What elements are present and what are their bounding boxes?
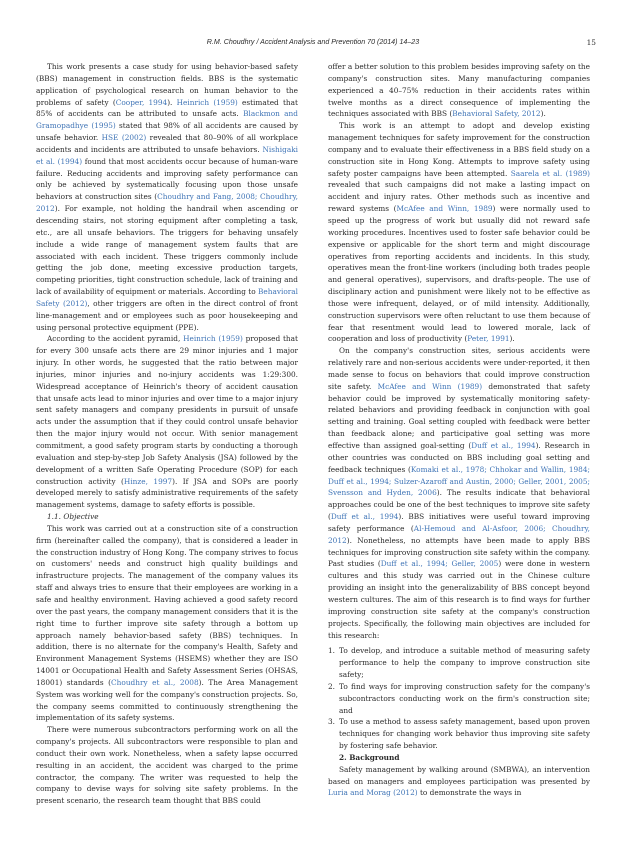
text: found that most accidents occur because of human-ware failure. Reducing accidents and improving safety performance can only be achieved by systematically focusing upon those unsafe behaviors at construction sites (: [36, 156, 298, 202]
citation-link[interactable]: Choudhry et al., 2008: [111, 677, 199, 687]
list-item-text: To use a method to assess safety management, based upon proven techniques for changing work behavior thus improving site safety by fostering safe behavior.: [339, 717, 590, 751]
text: revealed that 80–90% of all workplace accidents and incidents are attributed to unsafe behaviors.: [36, 133, 298, 154]
citation-link[interactable]: Behavioral Safety, 2012: [452, 109, 541, 119]
citation-link[interactable]: Hinze, 1997: [123, 476, 173, 486]
list-item: [328, 645, 590, 681]
paragraph: [328, 764, 590, 800]
text: ). For example, not holding the handrail when ascending or descending stairs, not storing equipment after completing a task, etc., are all unsafe behaviors. The triggers for behaving unsafely include a wide range of management system faults that are associated with each incident. These triggers commonly include getting the job done, meeting excessive production targets, competing priorities, tight construction schedule, lack of training and lack of availability of equipment or materials. According to: [36, 204, 298, 297]
citation-link[interactable]: Komaki et al., 1978; Chhokar and Wallin, 1984; Duff et al., 1994; Sulzer-Azaroff and Austin, 2000; Geller, 2001, 2005; Svensson and Hyden, 2006: [328, 464, 590, 498]
text: proposed that for every 300 unsafe acts there are 29 minor injuries and 1 major injury. In other words, he suggested that the ratio between major injuries, minor injuries and no-injury accidents was 1:29:300. Widespread acceptance of Heinrich's theory of accident causation that unsafe acts lead to minor injuries and over time to a major injury sent safety managers and company presidents in pursuit of unsafe acts under the assumption that if they could control unsafe behavior then the major injury would not occur. With senior management commitment, a good safety program starts by conducting a thorough evaluation and step-by-step Job Safety Analysis (JSA) followed by the development of a written Safe Operating Procedure (SOP) for each construction activity (: [36, 334, 298, 486]
list-item: [328, 681, 590, 717]
list-item: [328, 716, 590, 752]
paragraph: [328, 345, 590, 641]
list-number: 2.: [328, 681, 336, 691]
text: , other triggers are often in the direct control of front line-management and or employees such as poor housekeeping and using personal protective equipment (PPE).: [36, 298, 299, 332]
text: ) were normally used to speed up the progress of work but usually did not reward safe working procedures. Incentives used to foster safe behavior could be expensive or applicable for the short term and might discourage operatives from reporting accidents and incidents. In this study, operatives mean the front-line workers (including both trades people and general operatives), supervisors, and drafts-people. The use of disciplinary action and punishment were likely not to be effective as those were infrequent, delayed, or of mild intensity. Additionally, construction supervisors were often reluctant to use them because of fear that resentment would lead to lowered morale, lack of cooperation and loss of productivity (: [328, 204, 591, 344]
text: This work is an attempt to adopt and develop existing management techniques for safety improvement for the construction company and to evaluate their effectiveness in a BBS field study on a construction site in Hong Kong. Attempts to improve safety using safety poster campaigns have been attempted.: [328, 121, 590, 178]
paragraph: [36, 523, 298, 724]
citation-link[interactable]: Luria and Morag (2012): [328, 788, 418, 798]
citation-link[interactable]: Behavioral Safety (2012): [36, 287, 298, 308]
citation-link[interactable]: Peter, 1991: [467, 334, 510, 344]
text: There were numerous subcontractors performing work on all the company's projects. All subcontractors were responsible to plan and conduct their own work. Nonetheless, when a safety lapse occurred resulting in an accident, the accident was charged to the prime contractor, the company. The writer was requested to help the company to devise ways for solving site safety problems. In the present scenario, the research team thought that BBS could: [36, 725, 298, 806]
text: ). Nonetheless, no attempts have been made to apply BBS techniques for improving construction site safety within the company. Past studies (: [328, 535, 590, 569]
text: offer a better solution to this problem besides improving safety on the company's construction sites. Many manufacturing companies experienced a 40–75% reduction in their accidents rates within twelve months as a direct consequence of implementing the techniques associated with BBS (: [328, 62, 590, 119]
list-item-text: To develop, and introduce a suitable method of measuring safety performance to help the company to improve construction site safety;: [339, 646, 590, 680]
running-title: R.M. Choudhry / Accident Analysis and Prevention 70 (2014) 14–23: [206, 38, 420, 46]
two-column-body: [36, 61, 590, 807]
citation-link[interactable]: Duff et al., 1994; Geller, 2005: [380, 559, 499, 569]
running-header: [36, 38, 596, 50]
text: ).: [167, 97, 177, 107]
citation-link[interactable]: Al-Hemoud and Al-Asfoor, 2006; Choudhry, 2012: [328, 523, 590, 545]
paragraph: [328, 120, 590, 345]
citation-link[interactable]: Duff et al., 1994: [330, 512, 399, 522]
text: ).: [540, 109, 546, 119]
citation-link[interactable]: Choudhry and Fang, 2008; Choudhry, 2012: [36, 192, 299, 214]
citation-link[interactable]: Saarela et al. (1989): [510, 168, 591, 178]
text: This work presents a case study for using behavior-based safety (BBS) management in construction fields. BBS is the systematic application of psychological research on human behavior to the problems of safety (: [36, 62, 298, 107]
text: On the company's construction sites, serious accidents were relatively rare and non-serious accidents were under-reported, it then made sense to focus on behaviors that could improve construction site safety.: [328, 346, 590, 391]
citation-link[interactable]: Heinrich (1959): [176, 97, 238, 107]
text: ). Research in other countries was conducted on BBS including goal setting and feedback techniques (: [328, 441, 590, 474]
citation-link[interactable]: McAfee and Winn, 1989: [396, 204, 493, 214]
text: Safety management by walking around (SMBWA), an intervention based on managers and employees participation was presented by: [328, 764, 590, 786]
citation-link[interactable]: Heinrich (1959): [183, 334, 243, 344]
list-number: 1.: [328, 646, 336, 656]
text: demonstrated that safety behavior could be improved by systematically monitoring safety-related behaviors and providing feedback in conjunction with goal setting and training. Goal setting coupled with feedback were better than feedback alone; and participative goal setting was more effective than assigned goal-setting (: [328, 381, 590, 450]
text: to demonstrate the ways in: [417, 788, 522, 798]
text: According to the accident pyramid,: [47, 334, 184, 344]
text: This work was carried out at a construction site of a construction firm (hereinafter called the company), that is considered a leader in the construction industry of Hong Kong. The company strives to focus on customers' needs and construct high quality buildings and infrastructure projects. The management of the company values its staff and always tries to ensure that their employees are working in a safe and healthy environment. Having achieved a good safety record over the past years, the company management considers that it is the right time to further improve site safety through a bottom up approach namely behavior-based safety (BBS) techniques. In addition, there is no alternate for the company's Health, Safety and Environment Management Systems (HSEMS) whether they are ISO 14001 or Occupational Health and Safety Assessment Series (OHSAS, 18001) standards (: [36, 523, 298, 687]
right-column: [328, 61, 590, 807]
text: ). The results indicate that behavioral approaches could be one of the best techniques to improve site safety (: [328, 488, 590, 522]
text: ). BBS initiatives were useful toward improving safety performance (: [328, 512, 590, 533]
text: ). If JSA and SOPs are poorly developed merely to satisfy administrative requirements of the safety management systems, damage to safety efforts is possible.: [36, 476, 298, 510]
paragraph: [36, 724, 298, 807]
text: stated that 98% of all accidents are caused by unsafe behavior.: [36, 121, 298, 143]
objectives-list: [328, 645, 590, 752]
list-number: 3.: [328, 717, 336, 727]
list-item-text: To find ways for improving construction safety for the company's subcontractors conducting work on the firm's construction site; and: [339, 681, 590, 715]
citation-link[interactable]: Cooper, 1994: [115, 97, 168, 107]
citation-link[interactable]: Blackmon and Gramopadhye (1995): [36, 109, 298, 131]
page-number: 15: [586, 38, 596, 47]
text: ). The Area Management System was working well for the company's construction projects. So, the company seems committed to continuously strengthening the implementation of its safety systems.: [36, 677, 298, 723]
citation-link[interactable]: Nishigaki et al. (1994): [36, 144, 298, 166]
section-title: 2. Background: [339, 752, 400, 762]
paragraph: [36, 61, 298, 333]
text: ) were done in western cultures and this study was carried out in the Chinese culture providing an insight into the generalizability of BBS concept beyond western cultures. The aim of this research is to find ways for further improving construction site safety at the company's construction projects. Specifically, the following main objectives are included for this research:: [328, 559, 590, 640]
paragraph: [328, 61, 590, 120]
left-column: [36, 61, 298, 807]
subsection-title: 1.1. Objective: [47, 512, 99, 522]
text: ).: [509, 334, 515, 344]
paragraph: [36, 333, 298, 511]
citation-link[interactable]: Duff et al., 1994: [471, 441, 536, 450]
citation-link[interactable]: HSE (2002): [101, 133, 147, 143]
citation-link[interactable]: McAfee and Winn (1989): [377, 381, 483, 391]
text: revealed that such campaigns did not make a lasting impact on accident and injury rates. Other methods such as incentive and reward systems (: [328, 180, 590, 214]
text: estimated that 85% of accidents can be attributed to unsafe acts.: [36, 97, 298, 119]
